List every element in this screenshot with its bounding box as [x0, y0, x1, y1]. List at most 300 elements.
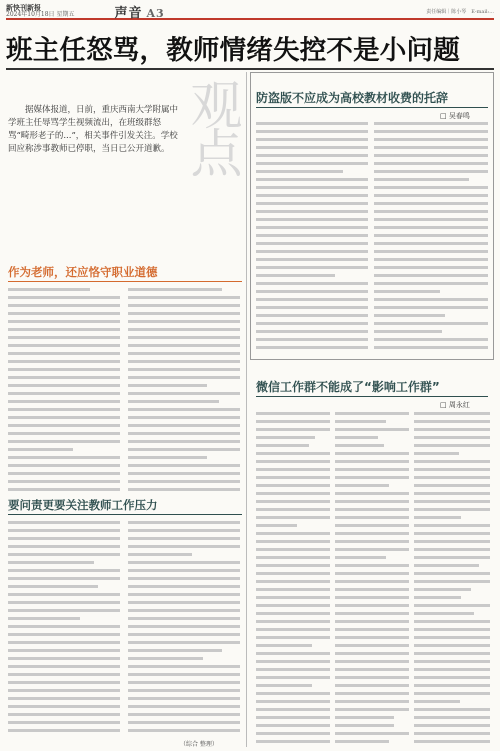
section-name: 声音 [114, 5, 143, 21]
body-text-line [8, 376, 120, 379]
body-text-line [128, 328, 240, 331]
body-text-line [414, 700, 460, 703]
body-text-line [374, 338, 488, 341]
masthead-bar [6, 4, 494, 20]
body-text-line [335, 700, 409, 703]
body-text-line [374, 346, 488, 349]
author-name: 吴春鸣 [448, 112, 470, 120]
author-name: 周永红 [448, 401, 470, 409]
body-text-line [128, 296, 240, 299]
body-text-line [8, 697, 120, 700]
body-text-line [335, 612, 409, 615]
body-text-line [256, 444, 309, 447]
body-text-line [335, 596, 409, 599]
body-text-line [256, 452, 330, 455]
body-text-line [256, 564, 330, 567]
body-text-line [256, 178, 368, 181]
body-text-line [256, 668, 330, 671]
body-text-line [335, 740, 389, 743]
body-text-line [335, 684, 409, 687]
body-text-line [335, 500, 409, 503]
body-text-line [256, 740, 330, 743]
title-rule [8, 281, 242, 282]
body-text-line [256, 306, 368, 309]
body-text-line [414, 652, 490, 655]
body-text-line [128, 408, 240, 411]
body-text-line [256, 130, 368, 133]
body-text-line [8, 521, 120, 524]
body-text-line [128, 713, 240, 716]
body-text-line [374, 194, 488, 197]
body-text-line [8, 537, 120, 540]
body-text-line [128, 521, 240, 524]
body-text-line [414, 604, 490, 607]
body-text-line [374, 314, 445, 317]
body-text-line [256, 428, 330, 431]
body-text-line [8, 312, 120, 315]
body-text-line [256, 338, 368, 341]
body-text-line [256, 436, 315, 439]
body-text-line [256, 636, 330, 639]
body-text-line [128, 649, 222, 652]
body-text-line [374, 242, 488, 245]
body-text-line [335, 676, 409, 679]
body-text-line [256, 596, 330, 599]
body-text-line [256, 532, 330, 535]
title-rule [256, 107, 488, 108]
column-divider [246, 72, 247, 747]
body-text-line [8, 609, 120, 612]
body-text-line [128, 721, 240, 724]
body-text-line [128, 553, 192, 556]
body-text-line [8, 296, 120, 299]
body-text-line [8, 545, 120, 548]
body-text-line [256, 572, 330, 575]
body-text-line [256, 732, 330, 735]
body-text-line [374, 210, 488, 213]
body-text-line [414, 500, 490, 503]
body-text-line [128, 416, 240, 419]
body-text-line [256, 346, 368, 349]
body-text-line [8, 713, 120, 716]
body-text-line [374, 146, 488, 149]
body-text-line [335, 692, 409, 695]
body-text-line [8, 593, 120, 596]
body-text-line [414, 516, 461, 519]
body-text-line [128, 617, 240, 620]
body-text-line [128, 697, 240, 700]
body-text-line [8, 577, 120, 580]
body-text-line [256, 468, 330, 471]
body-text-line [374, 226, 488, 229]
body-text-line [374, 154, 488, 157]
body-text-line [335, 452, 409, 455]
body-text-line [8, 561, 94, 564]
body-text-line [256, 660, 330, 663]
body-text-line [335, 508, 409, 511]
body-text-line [8, 633, 120, 636]
body-text-line [414, 668, 490, 671]
body-text-line [335, 420, 386, 423]
body-text-line [256, 612, 330, 615]
body-text-line [128, 400, 219, 403]
body-text-line [128, 593, 240, 596]
body-text-line [256, 274, 335, 277]
body-text-line [8, 553, 120, 556]
body-text-line [335, 572, 409, 575]
body-text-line [256, 170, 343, 173]
body-text-line [8, 408, 120, 411]
body-text-line [8, 432, 120, 435]
body-text-line [8, 689, 120, 692]
body-text-line [256, 460, 330, 463]
article-title-wechat: 微信工作群不能成了“影响工作群” [256, 380, 440, 394]
body-text-line [8, 488, 120, 491]
body-text-line [256, 516, 330, 519]
body-text-line [374, 170, 488, 173]
body-text-line [8, 585, 98, 588]
editor-info: 责任编辑｜陈小琴 E-mail:... [426, 8, 494, 15]
body-text-line [256, 250, 368, 253]
body-text-line [128, 304, 240, 307]
body-text-line [256, 266, 368, 269]
body-text-line [8, 705, 120, 708]
body-text-line [414, 468, 490, 471]
body-text-line [374, 202, 488, 205]
body-text-line [256, 210, 368, 213]
body-text-line [8, 529, 120, 532]
body-text-line [414, 444, 490, 447]
body-text-line [335, 540, 409, 543]
body-text-line [256, 226, 368, 229]
body-text-line [414, 572, 490, 575]
body-text-line [256, 162, 368, 165]
body-text-line [128, 569, 240, 572]
byline-textbook: □ 吴春鸣 [440, 112, 470, 120]
body-text-line [335, 708, 409, 711]
body-text-line [414, 532, 490, 535]
body-text-line [374, 330, 442, 333]
section-title [114, 2, 164, 21]
body-text-line [8, 657, 120, 660]
body-text-line [256, 122, 368, 125]
body-text-line [128, 344, 240, 347]
masthead [6, 4, 74, 18]
body-text-line [256, 524, 297, 527]
body-text-line [335, 564, 409, 567]
body-text-line [128, 288, 222, 291]
body-text-line [256, 700, 330, 703]
body-text-line [8, 288, 90, 291]
body-text-line [256, 322, 368, 325]
body-text-line [256, 684, 312, 687]
body-text-line [8, 625, 120, 628]
body-text-line [414, 684, 490, 687]
article-title-ethics: 作为老师，还应恪守职业道德 [8, 265, 158, 279]
body-text-line [414, 548, 490, 551]
body-text-line [256, 314, 368, 317]
body-text-line [414, 564, 479, 567]
body-text-line [374, 258, 488, 261]
body-text-line [374, 306, 488, 309]
body-text-line [256, 580, 330, 583]
body-text-line [335, 628, 409, 631]
article-title-pressure: 要问责更要关注教师工作压力 [8, 498, 158, 512]
body-text-line [374, 122, 488, 125]
body-text-line [256, 500, 330, 503]
body-text-line [335, 492, 409, 495]
body-text-line [128, 545, 240, 548]
body-text-line [256, 604, 330, 607]
body-text-line [256, 588, 330, 591]
body-text-line [335, 524, 409, 527]
body-text-line [256, 652, 330, 655]
body-text-line [335, 660, 409, 663]
body-text-line [335, 460, 409, 463]
body-text-line [335, 588, 409, 591]
body-text-line [128, 625, 240, 628]
body-text-line [414, 620, 490, 623]
body-text-line [374, 138, 488, 141]
body-text-line [8, 641, 120, 644]
body-text-line [256, 258, 368, 261]
body-text-line [256, 146, 368, 149]
page-headline: 班主任怒骂，教师情绪失控不是小问题 [6, 35, 460, 66]
body-text-line [414, 556, 490, 559]
body-text-line [256, 628, 330, 631]
body-text-line [374, 290, 440, 293]
body-text-line [335, 484, 389, 487]
body-text-line [374, 282, 488, 285]
body-text-line [128, 577, 240, 580]
article-credit: （综合 整理） [180, 741, 218, 748]
body-text-line [256, 218, 368, 221]
article-title-textbook: 防盗版不应成为高校教材收费的托辞 [256, 91, 449, 105]
body-text-line [414, 452, 459, 455]
body-text-line [414, 732, 490, 735]
body-text-line [8, 344, 120, 347]
body-text-line [414, 484, 490, 487]
body-text-line [8, 721, 120, 724]
body-text-line [256, 492, 330, 495]
body-text-line [374, 266, 488, 269]
body-text-line [374, 186, 488, 189]
body-text-line [335, 516, 409, 519]
body-text-line [414, 492, 490, 495]
body-text-line [335, 644, 409, 647]
body-text-line [8, 665, 120, 668]
body-text-line [414, 420, 490, 423]
body-text-line [256, 556, 330, 559]
body-text-line [128, 673, 240, 676]
body-text-line [414, 692, 490, 695]
body-text-line [414, 596, 461, 599]
body-text-line [414, 588, 471, 591]
body-text-line [128, 392, 240, 395]
body-text-line [256, 716, 330, 719]
body-text-line [128, 585, 240, 588]
body-text-line [335, 716, 394, 719]
body-text-line [414, 580, 490, 583]
body-text-line [414, 676, 490, 679]
body-text-line [128, 464, 240, 467]
body-text-line [8, 456, 120, 459]
body-text-line [335, 444, 384, 447]
body-text-line [414, 460, 490, 463]
body-text-line [128, 472, 240, 475]
body-text-line [128, 480, 240, 483]
body-text-line [128, 376, 240, 379]
body-text-line [128, 561, 240, 564]
body-text-line [128, 352, 240, 355]
body-text-line [128, 320, 240, 323]
body-text-line [256, 282, 368, 285]
body-text-line [335, 412, 409, 415]
body-text-line [128, 681, 240, 684]
body-text-line [256, 298, 368, 301]
body-text-line [128, 432, 240, 435]
body-text-line [8, 424, 120, 427]
body-text-line [128, 360, 240, 363]
body-text-line [256, 186, 368, 189]
body-text-line [8, 320, 120, 323]
body-text-line [128, 633, 240, 636]
body-text-line [8, 472, 120, 475]
body-text-line [128, 336, 240, 339]
body-text-line [8, 601, 120, 604]
body-text-line [128, 312, 240, 315]
paper-name: 新快刊新报 [6, 3, 41, 12]
body-text-line [256, 138, 368, 141]
body-text-line [8, 448, 73, 451]
body-text-line [128, 705, 240, 708]
body-text-line [8, 416, 120, 419]
body-text-line [256, 676, 330, 679]
body-text-line [128, 440, 240, 443]
body-text-line [414, 428, 490, 431]
body-text-line [414, 524, 490, 527]
body-text-line [335, 620, 409, 623]
body-text-line [8, 304, 120, 307]
body-text-line [335, 476, 409, 479]
body-text-line [256, 330, 368, 333]
body-text-line [374, 178, 469, 181]
body-text-line [8, 392, 120, 395]
body-text-line [128, 529, 240, 532]
body-text-line [8, 729, 120, 732]
body-text-line [8, 400, 120, 403]
body-text-line [8, 673, 120, 676]
body-text-line [414, 612, 474, 615]
body-text-line [335, 580, 409, 583]
body-text-line [374, 234, 488, 237]
body-text-line [256, 412, 330, 415]
title-rule [256, 396, 488, 397]
body-text-line [256, 476, 330, 479]
body-text-line [335, 548, 409, 551]
body-text-line [256, 194, 368, 197]
body-text-line [128, 729, 240, 732]
body-text-line [256, 202, 368, 205]
issue-date: 2024年10月18日 星期五 [6, 11, 75, 18]
body-text-line [128, 657, 203, 660]
body-text-line [256, 692, 330, 695]
body-text-line [256, 484, 330, 487]
body-text-line [335, 436, 378, 439]
body-text-line [414, 724, 490, 727]
body-text-line [414, 508, 490, 511]
watermark-guandian: 观点 [181, 78, 241, 174]
body-text-line [335, 724, 394, 727]
body-text-line [128, 456, 207, 459]
body-text-line [256, 620, 330, 623]
body-text-line [128, 384, 207, 387]
body-text-line [414, 412, 490, 415]
body-text-line [414, 436, 490, 439]
body-text-line [414, 476, 490, 479]
body-text-line [414, 628, 490, 631]
body-text-line [256, 724, 330, 727]
body-text-line [256, 540, 330, 543]
body-text-line [335, 636, 409, 639]
body-text-line [256, 708, 330, 711]
body-text-line [8, 649, 120, 652]
body-text-line [335, 652, 409, 655]
body-text-line [256, 420, 330, 423]
body-text-line [128, 537, 240, 540]
body-text-line [414, 716, 490, 719]
body-text-line [128, 665, 240, 668]
body-text-line [128, 601, 240, 604]
body-text-line [8, 352, 120, 355]
body-text-line [128, 609, 240, 612]
body-text-line [374, 274, 488, 277]
body-text-line [414, 636, 490, 639]
body-text-line [374, 162, 488, 165]
body-text-line [128, 368, 240, 371]
body-text-line [256, 154, 368, 157]
body-text-line [8, 360, 120, 363]
body-text-line [128, 424, 240, 427]
body-text-line [256, 644, 312, 647]
body-text-line [128, 488, 240, 491]
body-text-line [414, 708, 490, 711]
body-text-line [335, 428, 409, 431]
body-text-line [256, 290, 368, 293]
body-text-line [335, 556, 386, 559]
byline-wechat: □ 周永红 [440, 401, 470, 409]
body-text-line [8, 368, 120, 371]
body-text-line [374, 130, 488, 133]
body-text-line [335, 668, 409, 671]
body-text-line [128, 689, 240, 692]
body-text-line [414, 660, 490, 663]
headline-divider [6, 68, 494, 70]
body-text-line [8, 617, 80, 620]
body-text-line [414, 540, 490, 543]
body-text-line [414, 740, 490, 743]
body-text-line [256, 508, 330, 511]
body-text-line [414, 644, 490, 647]
body-text-line [256, 234, 368, 237]
body-text-line [374, 250, 488, 253]
body-text-line [256, 242, 368, 245]
body-text-line [8, 464, 120, 467]
lead-paragraph: 据媒体报道，日前，重庆西南大学附属中学班主任辱骂学生视频流出，在班级群怒骂“畸形老子的...”，相关事件引发关注。学校回应称涉事教师已停职，当日已公开道歉。 [8, 105, 179, 154]
body-text-line [8, 384, 120, 387]
body-text-line [335, 468, 409, 471]
body-text-line [8, 328, 120, 331]
